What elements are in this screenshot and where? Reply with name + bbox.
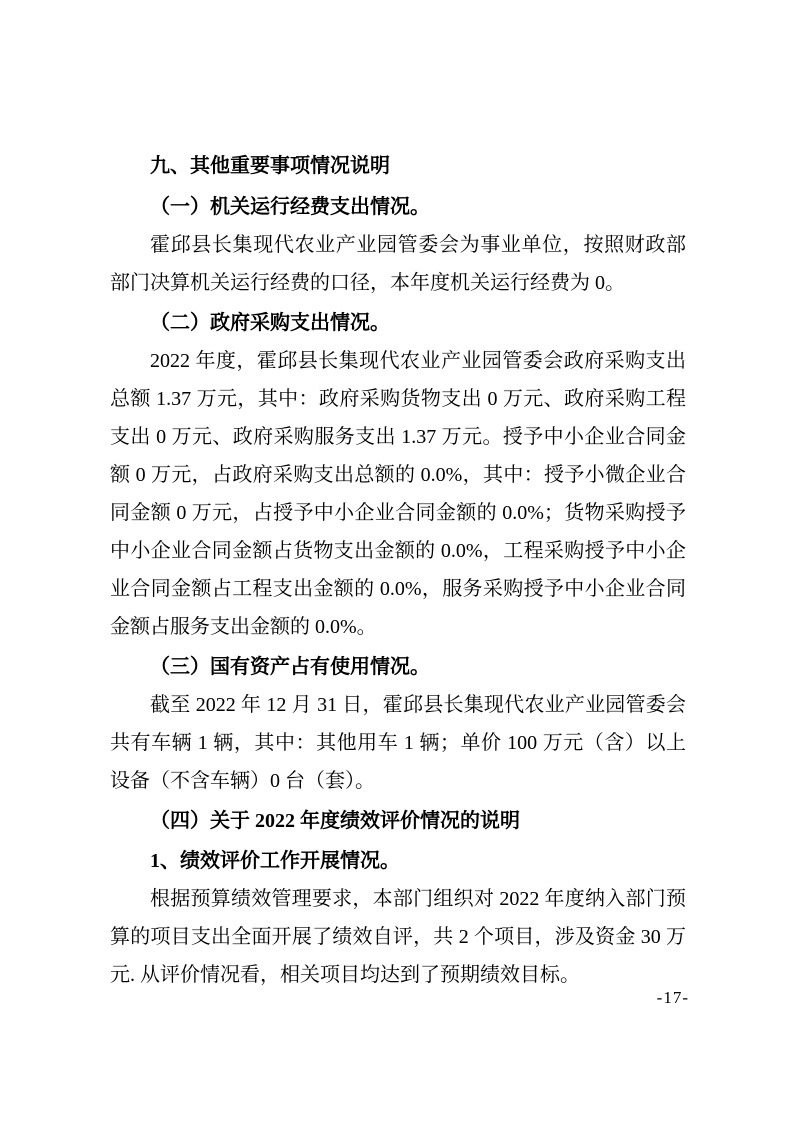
subsection-heading-government-procurement: （二）政府采购支出情况。 [150, 312, 390, 334]
paragraph-operating-expense: 霍邱县长集现代农业产业园管委会为事业单位，按照财政部部门决算机关运行经费的口径，本年度机关运行经费为 0。 [110, 234, 686, 294]
page-number: -17- [656, 988, 689, 1007]
section-heading-other-important-matters: 九、其他重要事项情况说明 [150, 155, 390, 177]
paragraph-government-procurement: 2022 年度，霍邱县长集现代农业产业园管委会政府采购支出总额 1.37 万元，其中：政府采购货物支出 0 万元、政府采购工程支出 0 万元、政府采购服务支出 1.37 万元。授予中小企业合同金额 0 万元，占政府采购支出总额的 0.0%，其中：授予小微企业合同金额 0 万元，占授予中小企业合同金额的 0.0%；货物采购授予中小企业合同金额占货物支出金额的 0.0%，工程采购授予中小企业合同金额占工程支出金额的 0.0%，服务采购授予中小企业合同金额占服务支出金额的 0.0%。 [110, 350, 686, 638]
subsection-heading-operating-expense: （一）机关运行经费支出情况。 [150, 196, 430, 218]
paragraph-performance-evaluation: 根据预算绩效管理要求，本部门组织对 2022 年度纳入部门预算的项目支出全面开展了绩效自评，共 2 个项目，涉及资金 30 万元. 从评价情况看，相关项目均达到了预期绩效目标。 [110, 888, 686, 986]
document-content [110, 146, 686, 994]
subsection-heading-state-assets: （三）国有资产占有使用情况。 [150, 656, 430, 678]
paragraph-state-assets: 截至 2022 年 12 月 31 日，霍邱县长集现代农业产业园管委会共有车辆 1 辆，其中：其他用车 1 辆；单价 100 万元（含）以上设备（不含车辆）0 台（套）。 [110, 694, 686, 792]
subsection-heading-performance-evaluation: （四）关于 2022 年度绩效评价情况的说明 [150, 810, 520, 832]
subsection-heading-performance-evaluation-work: 1、绩效评价工作开展情况。 [150, 850, 400, 872]
